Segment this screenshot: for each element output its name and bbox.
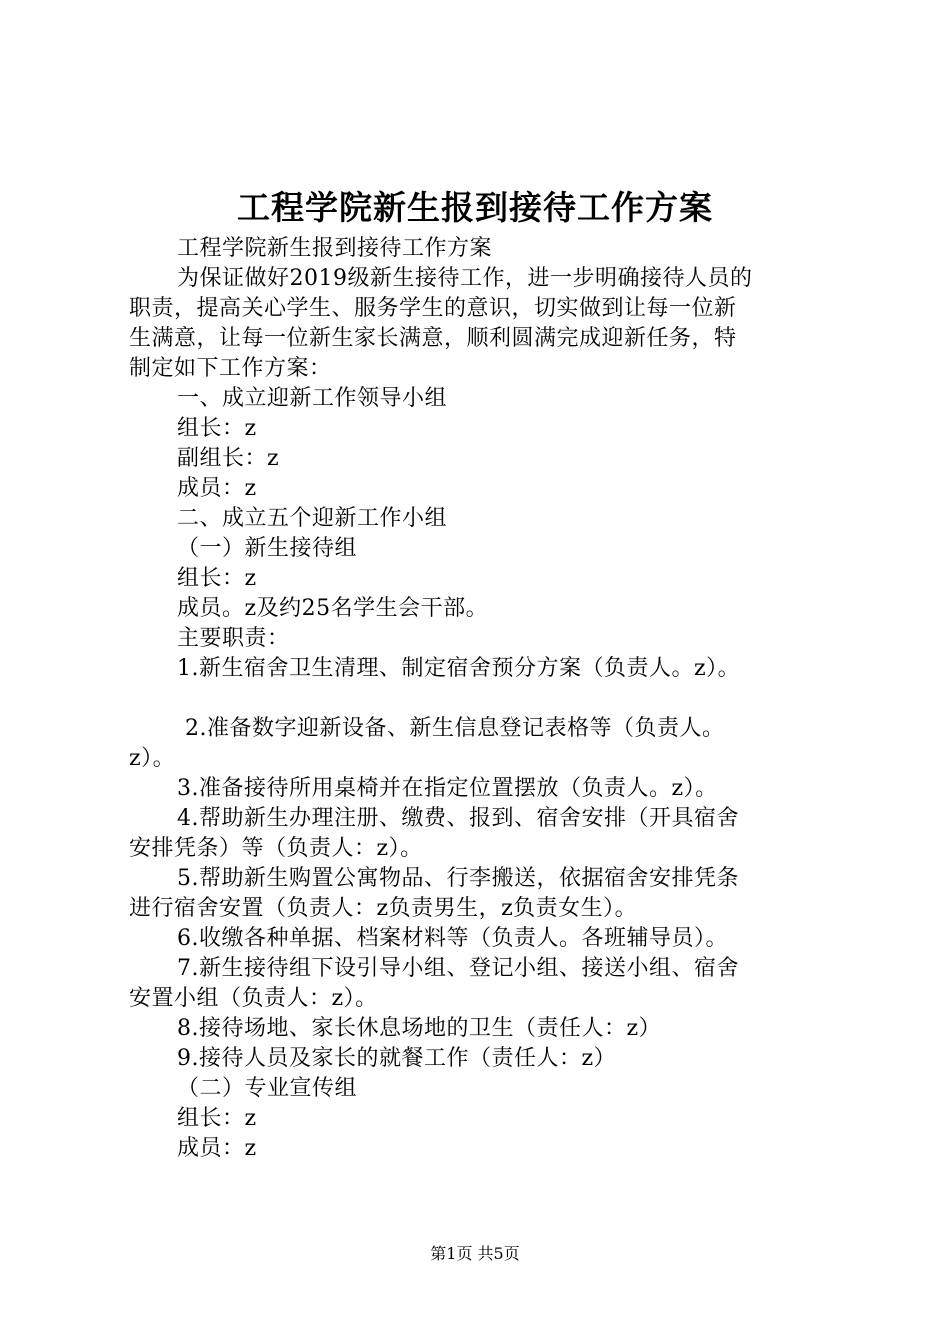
list-item-continuation: 安置小组（负责人：z）。: [129, 986, 378, 1011]
list-item: 2.准备数字迎新设备、新生信息登记表格等（负责人。: [185, 716, 725, 741]
document-title: 工程学院新生报到接待工作方案: [237, 188, 713, 227]
document-body: [129, 234, 829, 1164]
list-item: 7.新生接待组下设引导小组、登记小组、接送小组、宿舍: [177, 956, 739, 981]
section-heading: 二、成立五个迎新工作小组: [177, 506, 448, 531]
body-line: 成员：z: [177, 1136, 257, 1161]
subsection-heading: （一）新生接待组: [177, 536, 358, 561]
list-item: 1.新生宿舍卫生清理、制定宿舍预分方案（负责人。z）。: [177, 656, 741, 681]
subsection-heading: （二）专业宣传组: [177, 1076, 358, 1101]
list-item-continuation: 安排凭条）等（负责人：z）。: [129, 836, 423, 861]
body-line: 为保证做好2019级新生接待工作，进一步明确接待人员的: [177, 266, 753, 291]
list-item: 9.接待人员及家长的就餐工作（责任人：z）: [177, 1046, 617, 1071]
body-line: 组长：z: [177, 566, 257, 591]
page-footer: 第1页 共5页: [430, 1244, 520, 1263]
list-item: 6.收缴各种单据、档案材料等（负责人。各班辅导员）。: [177, 926, 728, 951]
list-item: 5.帮助新生购置公寓物品、行李搬送，依据宿舍安排凭条: [177, 866, 739, 891]
body-line: 工程学院新生报到接待工作方案: [177, 236, 493, 261]
list-item: 8.接待场地、家长休息场地的卫生（责任人：z）: [177, 1016, 662, 1041]
body-line: 副组长：z: [177, 446, 280, 471]
body-line: 职责，提高关心学生、服务学生的意识，切实做到让每一位新: [129, 296, 737, 321]
body-line: 组长：z: [177, 1106, 257, 1131]
blank-line: [129, 684, 829, 714]
section-heading: 一、成立迎新工作领导小组: [177, 386, 448, 411]
body-line: 主要职责：: [177, 626, 290, 651]
list-item-continuation: 进行宿舍安置（负责人：z负责男生，z负责女生）。: [129, 896, 638, 921]
list-item-continuation: z）。: [129, 746, 176, 771]
body-line: 成员。z及约25名学生会干部。: [177, 596, 489, 621]
list-item: 4.帮助新生办理注册、缴费、报到、宿舍安排（开具宿舍: [177, 806, 739, 831]
list-item: 3.准备接待所用桌椅并在指定位置摆放（负责人。z）。: [177, 776, 718, 801]
body-line: 生满意，让每一位新生家长满意，顺利圆满完成迎新任务，特: [129, 326, 737, 351]
body-line: 成员：z: [177, 476, 257, 501]
body-line: 制定如下工作方案：: [129, 356, 332, 381]
body-line: 组长：z: [177, 416, 257, 441]
